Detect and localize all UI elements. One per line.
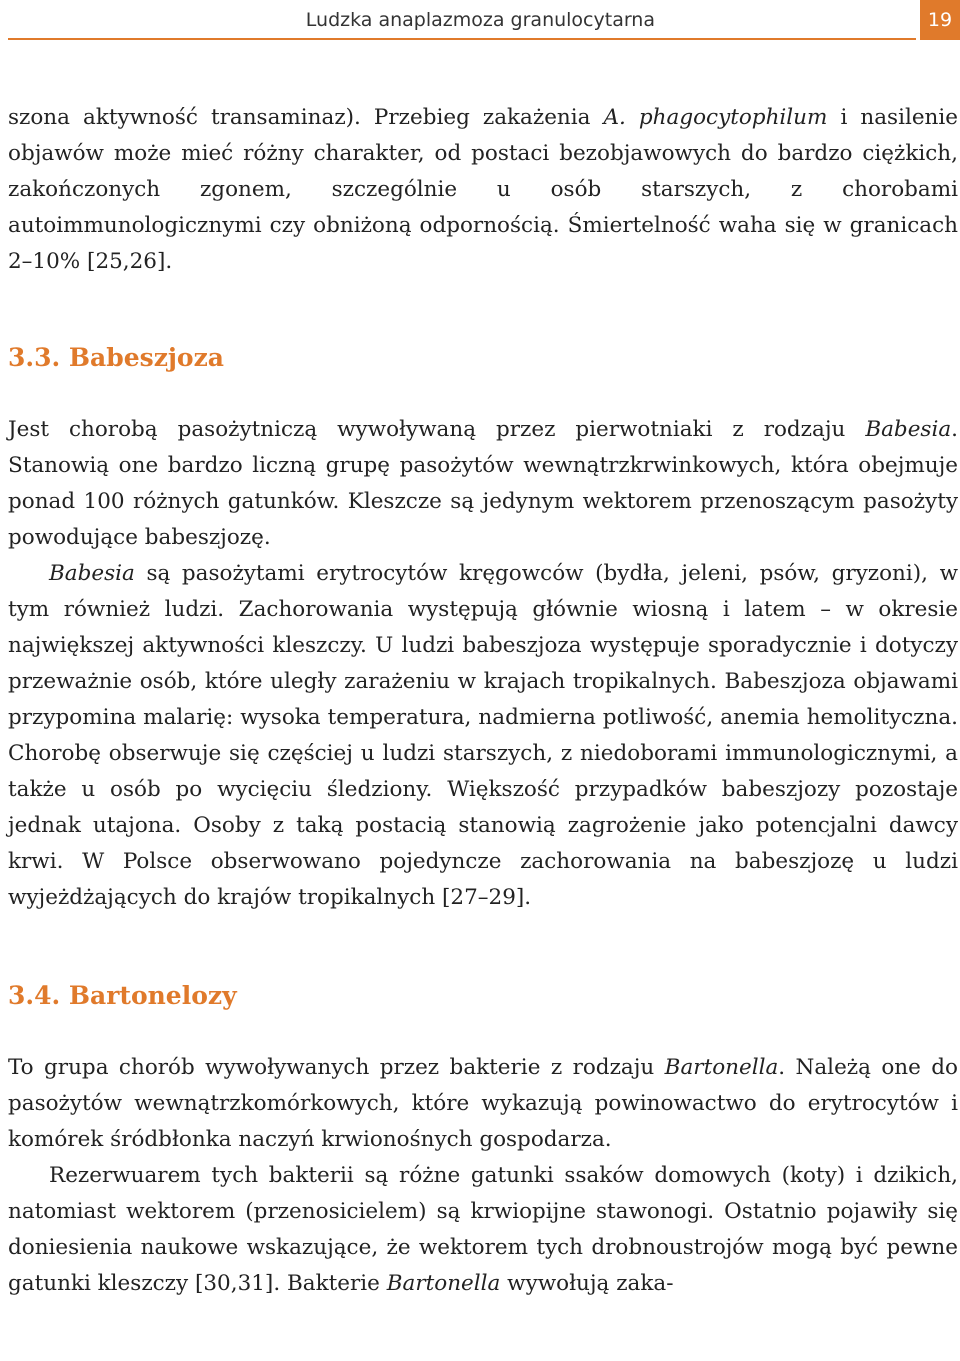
page-number: 19 xyxy=(920,0,960,40)
paragraph: Jest chorobą pasożytniczą wywoływaną przez pierwotniaki z rodzaju Babesia. Stanowią one bardzo liczną grupę pasożytów wewnątrzkrwinkowych, która obejmuje ponad 100 różnych gatunków. Kleszcze są jedynym wektorem przenoszącym pasożyty powodujące babeszjozę. xyxy=(8,417,958,550)
genus-name: Babesia xyxy=(865,417,952,442)
header-rule xyxy=(8,38,916,40)
section-heading-babeszjoza: 3.3. Babeszjoza xyxy=(8,343,225,372)
section-heading-bartonelozy: 3.4. Bartonelozy xyxy=(8,981,237,1010)
paragraph-continuation: szona aktywność transaminaz). Przebieg zakażenia A. phagocytophilum i nasilenie objawów może mieć różny charakter, od postaci bezobjawowych do bardzo ciężkich, zakończonych zgonem, szczególnie u osób starszych, z chorobami autoimmunologicznymi czy obniżoną odpornością. Śmiertelność waha się w granicach 2–10% [25,26]. xyxy=(8,105,958,274)
species-name: A. phagocytophilum xyxy=(603,105,828,130)
running-header xyxy=(0,0,960,40)
genus-name: Bartonella xyxy=(664,1055,779,1080)
genus-name: Babesia xyxy=(49,561,135,586)
paragraph: Babesia są pasożytami erytrocytów kręgowców (bydła, jeleni, psów, gryzoni), w tym również ludzi. Zachorowania występują głównie wiosną i latem – w okresie największej aktywności kleszczy. U ludzi babeszjoza występuje sporadycznie i dotyczy przeważnie osób, które uległy zarażeniu w krajach tropikalnych. Babeszjoza objawami przypomina malarię: wysoka temperatura, nadmierna potliwość, anemia hemolityczna. Chorobę obserwuje się częściej u ludzi starszych, z niedoborami immunologicznymi, a także u osób po wycięciu śledziony. Większość przypadków babeszjozy pozostaje jednak utajona. Osoby z taką postacią stanowią zagrożenie jako potencjalni dawcy krwi. W Polsce obserwowano pojedyncze zachorowania na babeszjozę u ludzi wyjeżdżających do krajów tropikalnych [27–29]. xyxy=(8,561,958,910)
paragraph: To grupa chorób wywoływanych przez bakterie z rodzaju Bartonella. Należą one do pasożytów wewnątrzkomórkowych, które wykazują powinowactwo do erytrocytów i komórek śródbłonka naczyń krwionośnych gospodarza. xyxy=(8,1055,959,1152)
body-text xyxy=(8,100,958,1302)
running-title: Ludzka anaplazmoza granulocytarna xyxy=(305,9,655,31)
genus-name: Bartonella xyxy=(386,1271,501,1296)
paragraph: Rezerwuarem tych bakterii są różne gatunki ssaków domowych (koty) i dzikich, natomiast wektorem (przenosicielem) są krwiopijne stawonogi. Ostatnio pojawiły się doniesienia naukowe wskazujące, że wektorem tych drobnoustrojów mogą być pewne gatunki kleszczy [30,31]. Bakterie Bartonella wywołują zaka- xyxy=(8,1163,958,1296)
